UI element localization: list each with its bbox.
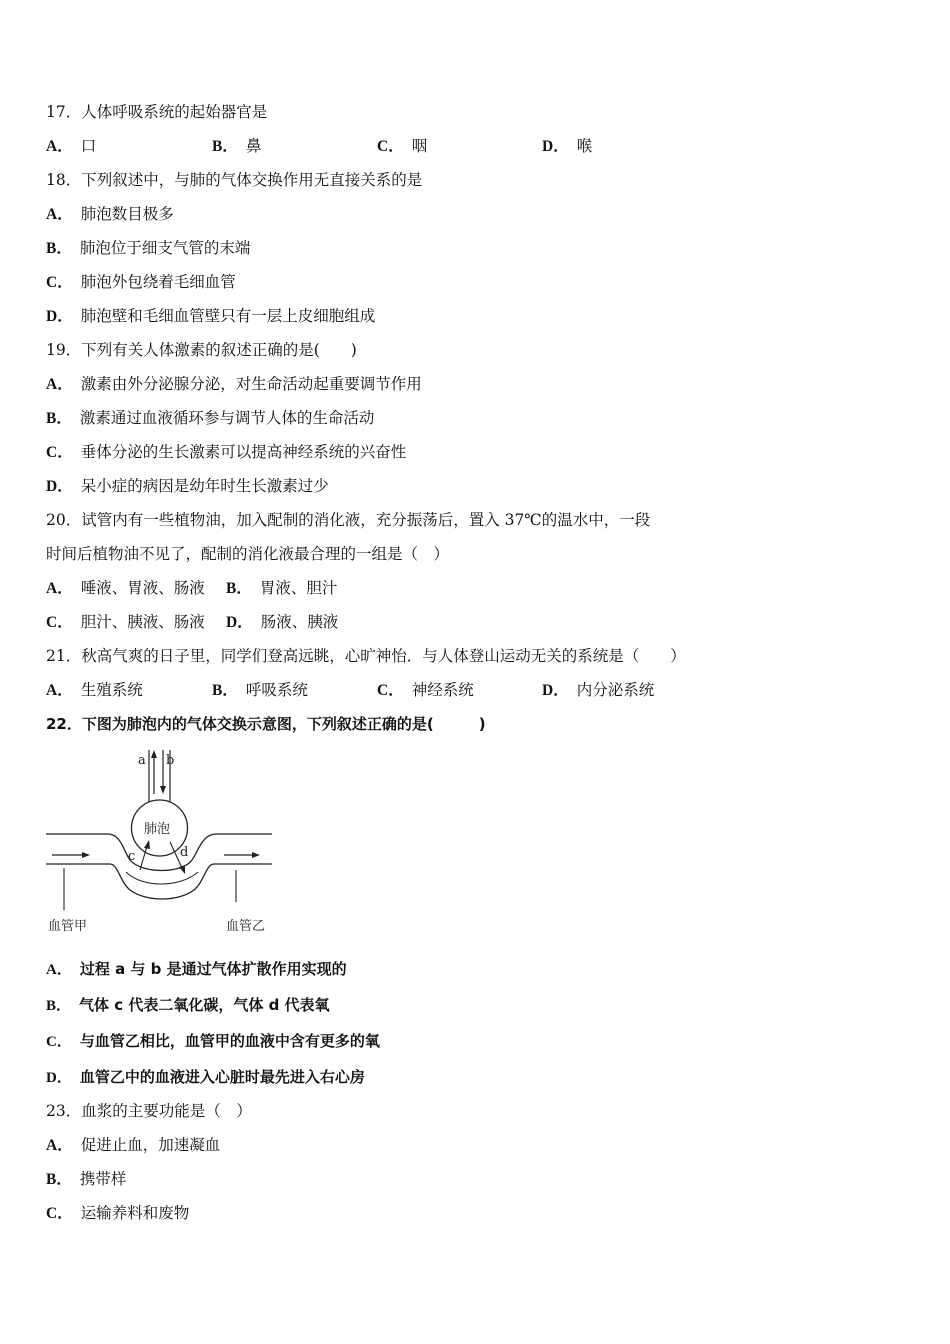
q23-stem: 23．血浆的主要功能是（ ） — [46, 1102, 252, 1120]
q22-stem: 22．下图为肺泡内的气体交换示意图，下列叙述正确的是( ) — [46, 715, 486, 733]
q18-option-d: D． 肺泡壁和毛细血管壁只有一层上皮细胞组成 — [46, 307, 376, 325]
q17-stem: 17．人体呼吸系统的起始器官是 — [46, 103, 268, 121]
label-vessel-right: 血管乙 — [226, 919, 266, 934]
capillary-inner-wall — [126, 872, 198, 884]
q21-option-d: D． 内分泌系统 — [542, 681, 655, 699]
q21-option-c: C． 神经系统 — [377, 681, 474, 699]
arrow-b-head — [160, 786, 166, 794]
q18-option-c: C． 肺泡外包绕着毛细血管 — [46, 273, 236, 291]
q17-option-b: B． 鼻 — [212, 137, 262, 155]
q23-option-c: C． 运输养料和废物 — [46, 1204, 190, 1222]
q19-option-a: A． 激素由外分泌腺分泌，对生命活动起重要调节作用 — [46, 375, 422, 393]
q23-option-b: B． 携带样 — [46, 1170, 127, 1188]
q19-stem: 19．下列有关人体激素的叙述正确的是( ) — [46, 341, 357, 359]
q19-option-b: B． 激素通过血液循环参与调节人体的生命活动 — [46, 409, 375, 427]
label-b: b — [166, 753, 175, 768]
q22-option-a: A． 过程 a 与 b 是通过气体扩散作用实现的 — [46, 960, 347, 978]
q23-option-a: A． 促进止血，加速凝血 — [46, 1136, 221, 1154]
alveolus-label: 肺泡 — [144, 822, 171, 837]
label-vessel-left: 血管甲 — [48, 919, 88, 934]
q21-option-a: A． 生殖系统 — [46, 681, 143, 699]
label-d: d — [180, 845, 189, 860]
q19-option-c: C． 垂体分泌的生长激素可以提高神经系统的兴奋性 — [46, 443, 407, 461]
q21-stem: 21．秋高气爽的日子里，同学们登高远眺，心旷神怡．与人体登山运动无关的系统是（ ） — [46, 647, 686, 665]
q22-option-c: C． 与血管乙相比，血管甲的血液中含有更多的氧 — [46, 1032, 380, 1050]
q20-stem-line2: 时间后植物油不见了，配制的消化液最合理的一组是（ ） — [46, 545, 450, 563]
alveolus-gas-exchange-diagram — [46, 742, 276, 940]
label-a: a — [138, 753, 146, 768]
arrow-d-head — [179, 865, 185, 874]
q18-option-b: B． 肺泡位于细支气管的末端 — [46, 239, 251, 257]
q20-option-d: D． 肠液、胰液 — [226, 613, 339, 631]
q17-option-c: C． 咽 — [377, 137, 428, 155]
q20-stem-line1: 20．试管内有一些植物油，加入配制的消化液，充分振荡后，置入 37℃的温水中，一段 — [46, 511, 651, 529]
q21-option-b: B． 呼吸系统 — [212, 681, 308, 699]
arrow-a-head — [151, 750, 157, 758]
q20-option-c: C． 胆汁、胰液、肠液 — [46, 613, 205, 631]
q22-option-d: D． 血管乙中的血液进入心脏时最先进入右心房 — [46, 1068, 365, 1086]
q19-option-d: D． 呆小症的病因是幼年时生长激素过少 — [46, 477, 329, 495]
q18-stem: 18．下列叙述中，与肺的气体交换作用无直接关系的是 — [46, 171, 423, 189]
flow-arrow-left-head — [82, 852, 90, 858]
q20-option-b: B． 胃液、胆汁 — [226, 579, 338, 597]
q17-option-a: A． 口 — [46, 137, 97, 155]
flow-arrow-right-head — [252, 852, 260, 858]
q18-option-a: A． 肺泡数目极多 — [46, 205, 174, 223]
q22-option-b: B． 气体 c 代表二氧化碳，气体 d 代表氧 — [46, 996, 330, 1014]
vessel-lower-wall — [46, 864, 272, 899]
label-c: c — [128, 849, 136, 864]
q20-option-a: A． 唾液、胃液、肠液 — [46, 579, 205, 597]
q17-option-d: D． 喉 — [542, 137, 593, 155]
